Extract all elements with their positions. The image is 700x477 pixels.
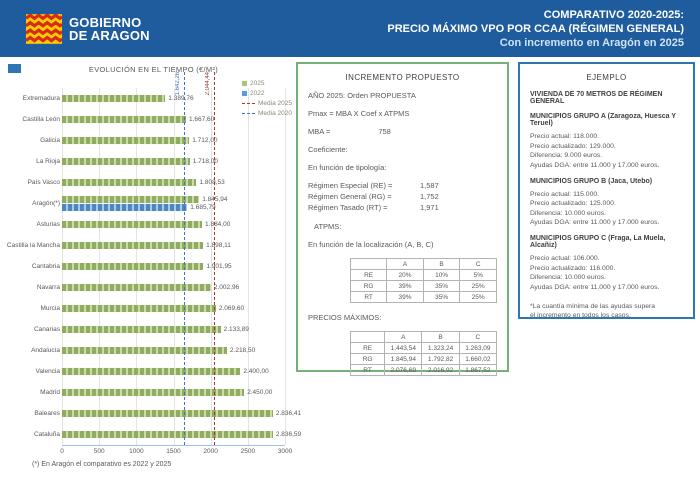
category-label: La Rioja: [36, 158, 60, 165]
table-header-cell: [351, 259, 387, 270]
table-row: [351, 270, 497, 281]
group-heading: MUNICIPIOS GRUPO B (Jaca, Utebo): [530, 177, 653, 185]
legend-label: 2022: [250, 90, 265, 97]
legend-item: [242, 100, 292, 107]
table-cell: 1.263,09: [459, 343, 496, 354]
formula-line: Pmax = MBA X Coef x ATPMS: [308, 109, 410, 118]
table-cell: RG: [351, 281, 387, 292]
legend-item: [242, 80, 264, 87]
coef-rows: [308, 181, 497, 212]
table-cell: 25%: [460, 281, 497, 292]
bar-2025: [62, 305, 216, 312]
x-tick-label: 0: [60, 448, 64, 455]
category-label: Valencia: [35, 368, 60, 375]
title-line-3: Con incremento en Aragón en 2025: [499, 36, 684, 49]
bar-value-label: 2.002,96: [213, 284, 240, 291]
group-line: Diferencia: 10.000 euros.: [530, 209, 606, 217]
bar-2025: [62, 326, 221, 333]
chart-legend: [242, 80, 292, 117]
bar-2022: [62, 204, 187, 211]
title-line-2: PRECIO MÁXIMO VPO POR CCAA (RÉGIMEN GENERAL): [387, 22, 684, 35]
incremento-propuesto-panel: [296, 62, 509, 372]
table-cell: 2.016,92: [422, 365, 459, 376]
category-label: Aragón(*): [32, 200, 60, 207]
table-cell: 25%: [460, 292, 497, 303]
bar-value-label: 1.685,79: [190, 204, 216, 211]
year-line: AÑO 2025: Orden PROPUESTA: [308, 91, 416, 100]
title-line-1: COMPARATIVO 2020-2025:: [543, 8, 684, 21]
legend-item: [242, 110, 292, 117]
table-cell: 35%: [423, 281, 460, 292]
category-label: Extremadura: [22, 95, 60, 102]
x-tick-label: 500: [93, 448, 105, 455]
group-line: Precio actualizado: 129.000.: [530, 142, 616, 150]
bar-value-label: 2.450,00: [247, 389, 273, 396]
example-heading: VIVIENDA DE 70 METROS DE RÉGIMEN GENERAL: [530, 91, 663, 105]
table-header-cell: A: [385, 332, 422, 343]
reference-line-label: 1.642,26: [175, 72, 182, 96]
atpms-table: [308, 258, 497, 303]
bar-value-label: 2.836,59: [275, 431, 302, 438]
gobierno-de-aragon-logo: [26, 14, 150, 44]
coef-label: Régimen General (RG) =: [308, 192, 392, 201]
logo-text: [69, 16, 150, 42]
table-row: [351, 281, 497, 292]
table-header-cell: B: [423, 259, 460, 270]
x-tick-label: 1500: [166, 448, 181, 455]
group-line: Ayudas DGA: entre 11.000 y 17.000 euros.: [530, 219, 660, 227]
bar-value-label: 1.845,94: [202, 196, 228, 203]
bar-value-label: 2.836,41: [275, 410, 302, 417]
group-line: Diferencia: 9.000 euros.: [530, 152, 603, 160]
category-label: Galicia: [40, 137, 60, 144]
group-line: Precio actual: 106.000.: [530, 255, 600, 263]
table-cell: 20%: [387, 270, 424, 281]
panel-title: EJEMPLO: [586, 73, 627, 82]
table-cell: 10%: [423, 270, 460, 281]
data-table: [350, 258, 497, 303]
panel-title: INCREMENTO PROPUESTO: [345, 73, 460, 82]
reference-line: [184, 72, 185, 445]
example-footnote: *La cuantía mínima de las ayudas supera el incremento en todos los casos.: [530, 302, 656, 320]
table-cell: 5%: [460, 270, 497, 281]
bar-value-label: 2.133,89: [223, 326, 249, 333]
coef-subheading: En función de tipología:: [308, 163, 387, 172]
bar-value-label: 1.898,11: [206, 242, 231, 249]
bar-2025: [62, 347, 227, 354]
header: [0, 0, 700, 57]
table-header-row: [351, 332, 497, 343]
legend-swatch-square: [242, 91, 247, 96]
table-header-cell: [351, 332, 385, 343]
table-body: [351, 343, 497, 376]
precios-maximos-table: [308, 331, 497, 376]
table-cell: 1.660,02: [459, 354, 496, 365]
coef-value: 1,971: [420, 203, 439, 212]
ejemplo-panel: [518, 62, 695, 319]
gridline: [285, 88, 286, 445]
bar-2025: [62, 158, 190, 165]
municipios-group: [530, 178, 683, 229]
table-row: [351, 365, 497, 376]
table-cell: RT: [351, 365, 385, 376]
table-body: [351, 270, 497, 303]
bar-2025: [62, 137, 189, 144]
category-label: Castilla la Mancha: [6, 242, 60, 249]
category-label: Madrid: [40, 389, 60, 396]
mba-label: MBA =: [308, 127, 331, 136]
x-tick-label: 1000: [129, 448, 144, 455]
category-label: Andalucía: [31, 347, 60, 354]
bar-value-label: 1.884,00: [205, 221, 231, 228]
table-cell: RE: [351, 343, 385, 354]
bar-2025: [62, 284, 211, 291]
table-header-row: [351, 259, 497, 270]
table-header-cell: A: [387, 259, 424, 270]
chart-title: EVOLUCIÓN EN EL TIEMPO (€/M²): [88, 65, 219, 74]
table-cell: 39%: [387, 281, 424, 292]
legend-swatch-square: [242, 81, 247, 86]
table-cell: 1.323,24: [422, 343, 459, 354]
legend-label: Media 2025: [258, 100, 292, 107]
bar-value-label: 2.218,50: [229, 347, 256, 354]
table-cell: RT: [351, 292, 387, 303]
group-line: Precio actual: 118.000.: [530, 133, 600, 140]
table-cell: RE: [351, 270, 387, 281]
municipios-groups: [530, 113, 683, 293]
table-cell: 1.792,82: [422, 354, 459, 365]
category-label: País Vasco: [27, 179, 60, 186]
bar-2025: [62, 263, 203, 270]
category-label: Baleares: [34, 410, 60, 417]
bar-2025: [62, 242, 203, 249]
table-cell: 2.076,69: [385, 365, 422, 376]
bar-value-label: 1.901,95: [206, 263, 232, 270]
category-label: Castilla León: [22, 116, 60, 123]
table-row: [351, 354, 497, 365]
coef-row: [308, 203, 497, 212]
group-line: Diferencia: 10.000 euros.: [530, 274, 606, 282]
bar-value-label: 1.808,53: [199, 179, 225, 186]
bar-2025: [62, 431, 273, 438]
group-line: Precio actual: 115.000.: [530, 190, 600, 198]
coef-row: [308, 181, 497, 190]
legend-label: 2025: [250, 80, 265, 87]
x-tick-label: 3000: [277, 448, 293, 455]
legend-item: [242, 90, 264, 97]
atpms-subheading: En función de la localización (A, B, C): [308, 240, 434, 249]
category-label: Asturias: [36, 221, 60, 228]
coef-heading: Coeficiente:: [308, 145, 348, 154]
coef-label: Régimen Tasado (RT) =: [308, 203, 388, 212]
table-row: [351, 292, 497, 303]
category-label: Murcia: [40, 305, 60, 312]
chart-footnote: (*) En Aragón el comparativo es 2022 y 2025: [32, 461, 172, 468]
logo-line-2: DE ARAGON: [69, 27, 150, 43]
municipios-group: [530, 235, 683, 293]
table-row: [351, 343, 497, 354]
table-head: [351, 332, 497, 343]
table-cell: 39%: [387, 292, 424, 303]
bar-2025: [62, 95, 165, 102]
group-heading: MUNICIPIOS GRUPO A (Zaragoza, Huesca Y Teruel): [530, 113, 676, 127]
atpms-heading: ATPMS:: [314, 222, 342, 231]
bar-value-label: 1.389,76: [168, 95, 194, 102]
group-line: Precio actualizado: 125.000.: [530, 200, 616, 208]
table-cell: 35%: [423, 292, 460, 303]
reference-line-label: 2.044,44: [204, 72, 211, 96]
bar-value-label: 2.400,00: [243, 368, 269, 375]
bar-2025: [62, 116, 186, 123]
category-label: Cataluña: [33, 431, 60, 438]
coef-value: 1,752: [420, 192, 439, 201]
category-label: Canarias: [33, 326, 60, 333]
table-cell: 1.443,54: [385, 343, 422, 354]
reference-line: [214, 72, 215, 445]
group-heading: MUNICIPIOS GRUPO C (Fraga, La Muela, Alcañiz): [530, 235, 666, 250]
logo-line-1: GOBIERNO: [69, 14, 142, 30]
group-line: Ayudas DGA: entre 11.000 y 17.000 euros.: [530, 161, 660, 169]
coef-row: [308, 192, 497, 201]
mba-value: 758: [378, 127, 391, 136]
table-header-cell: C: [459, 332, 496, 343]
table-cell: 1.845,94: [385, 354, 422, 365]
municipios-group: [530, 113, 683, 171]
coef-label: Régimen Especial (RE) =: [308, 181, 393, 190]
table-header-cell: B: [422, 332, 459, 343]
data-table: [350, 331, 497, 376]
table-cell: RG: [351, 354, 385, 365]
bar-value-label: 2.069,60: [218, 305, 245, 312]
bar-2025: [62, 196, 199, 203]
precios-heading: PRECIOS MÁXIMOS:: [308, 313, 382, 322]
table-header-cell: C: [460, 259, 497, 270]
bar-value-label: 1.718,00: [192, 158, 219, 165]
bar-value-label: 1.712,00: [192, 137, 218, 144]
x-tick-label: 2500: [240, 448, 256, 455]
bar-2025: [62, 179, 196, 186]
bar-2025: [62, 221, 202, 228]
bar-value-label: 1.667,60: [188, 116, 215, 123]
mba-line: [308, 127, 497, 136]
slide-title: [387, 8, 684, 50]
legend-swatch-dash: [242, 113, 255, 114]
category-label: Navarra: [36, 284, 60, 291]
table-cell: 1.867,52: [459, 365, 496, 376]
table-head: [351, 259, 497, 270]
category-label: Cantabria: [31, 263, 60, 270]
bar-2025: [62, 410, 273, 417]
legend-label: Media 2020: [258, 110, 292, 117]
x-tick-label: 2000: [203, 448, 218, 455]
aragon-emblem-icon: [26, 14, 62, 44]
group-line: Precio actualizado: 116.000.: [530, 264, 616, 272]
group-line: Ayudas DGA: entre 11.000 y 17.000 euros.: [530, 284, 660, 292]
bar-2025: [62, 389, 244, 396]
evolution-chart: [6, 60, 302, 474]
coef-value: 1,587: [420, 181, 439, 190]
legend-swatch-dash: [242, 103, 255, 104]
